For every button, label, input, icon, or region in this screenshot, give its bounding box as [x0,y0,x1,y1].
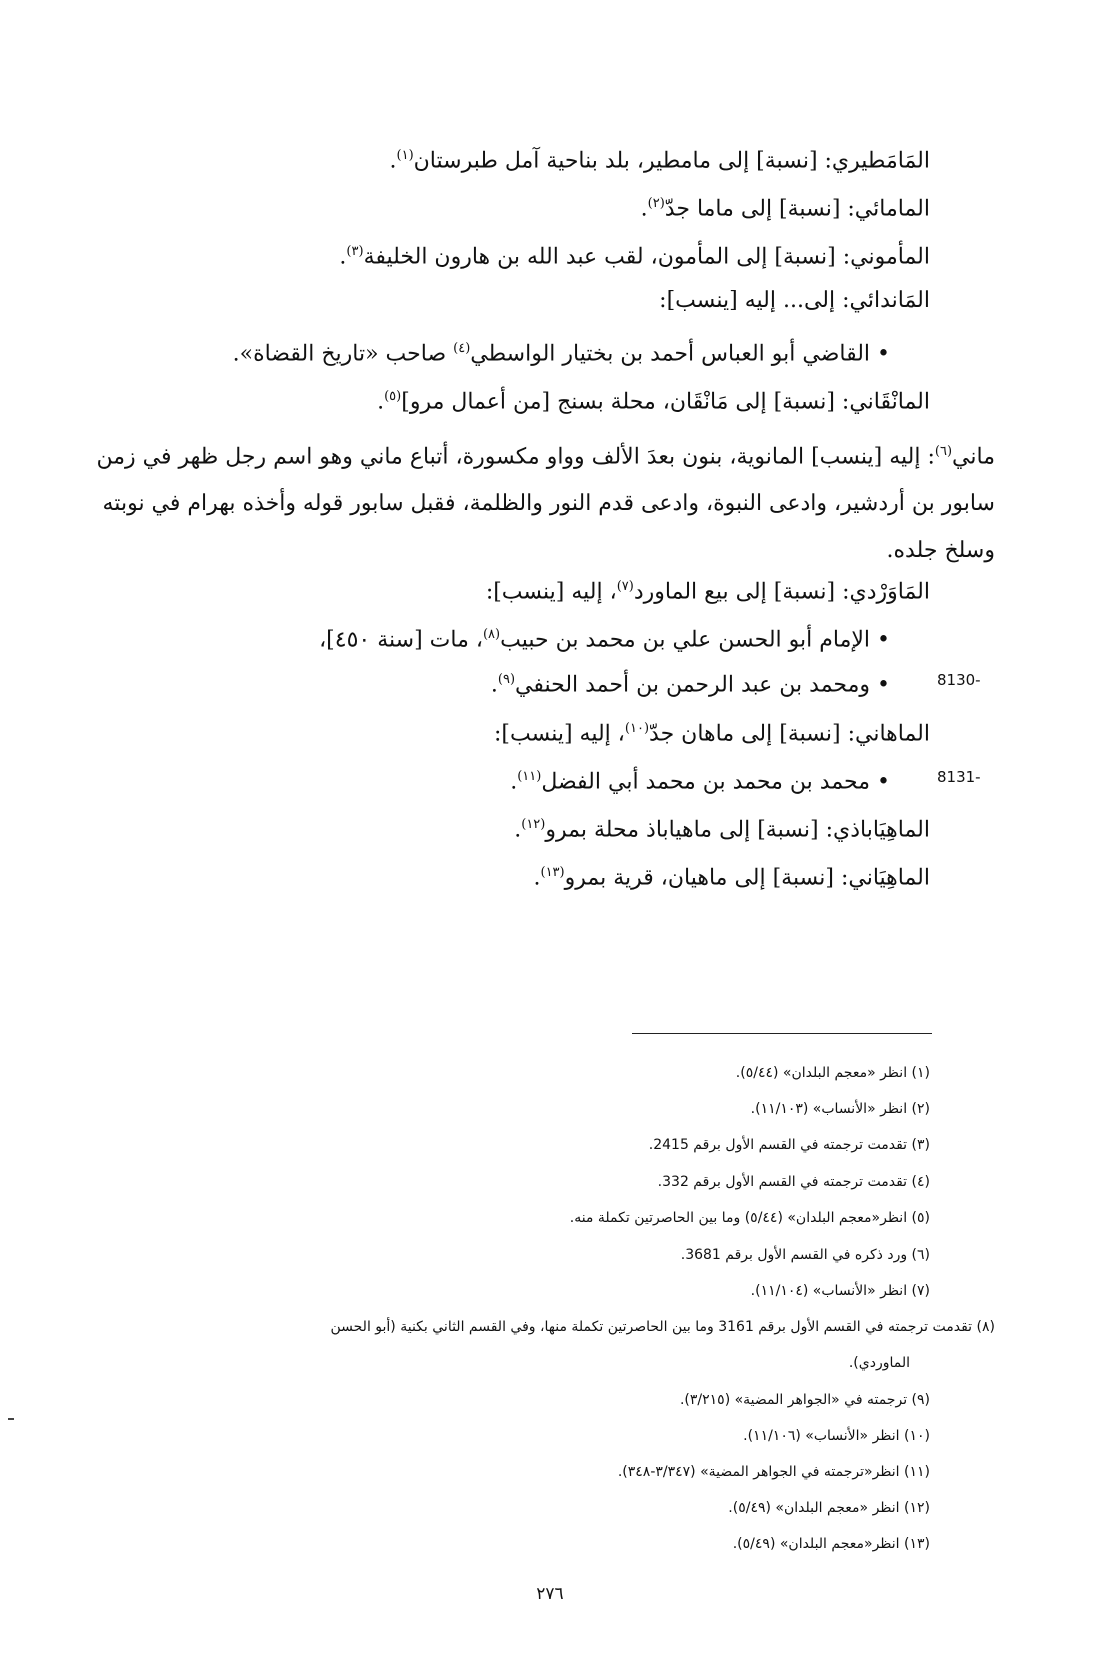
entry-text-end: صاحب «تاريخ القضاة». [232,341,454,367]
entry-text-end: ، إليه [ينسب]: [485,579,617,605]
entry-mani [95,428,995,574]
person-muhammad-hanafi [491,663,890,702]
person-abu-hasan-ali [319,618,890,657]
entry-text: المامائي: [نسبة] إلى ماما جدّ [664,196,930,222]
footnote-ref[interactable]: (٧) [616,579,634,594]
entry-text-end: . [377,389,385,415]
footnote-9: (٩) ترجمته في «الجواهر المضية» (٣/٢١٥). [679,1392,930,1408]
entry-text-end: . [389,148,397,174]
entry-text: ماني [952,444,995,470]
entry-text: الماهِيَاني: [نسبة] إلى ماهيان، قرية بمرو [564,865,930,891]
entry-mahiyabadhi [514,808,930,847]
person-qadi-abu-abbas [233,332,890,371]
footnote-8: (٨) تقدمت ترجمته في القسم الأول برقم 3161 وما بين الحاصرتين تكملة منها، وفي القسم الثاني بكنية (أبو الحسن [330,1319,995,1335]
entry-text-end: . [640,196,648,222]
footnote-ref[interactable]: (٣) [346,244,364,259]
footnote-1: (١) انظر «معجم البلدان» (٥/٤٤). [735,1065,930,1081]
footnote-ref[interactable]: (١٢) [521,817,546,832]
entry-text: المَاندائي: إلى... إليه [ينسب]: [659,288,930,313]
footnote-separator [632,1033,932,1034]
footnote-7: (٧) انظر «الأنساب» (١١/١٠٤). [750,1283,930,1299]
entry-mahiyani [533,856,930,895]
entry-text: • الإمام أبو الحسن علي بن محمد بن حبيب [500,627,890,653]
entry-text-end: ، مات [سنة ٤٥٠]، [319,627,483,653]
footnote-6: (٦) ورد ذكره في القسم الأول برقم 3681. [680,1247,930,1263]
entry-number: 8131- [937,768,981,786]
footnote-3: (٣) تقدمت ترجمته في القسم الأول برقم 2415. [648,1137,930,1153]
entry-mamatiri [390,139,931,178]
footnote-ref[interactable]: (٢) [647,196,665,211]
footnote-ref[interactable]: (٤) [453,341,471,356]
entry-text-end: ، إليه [ينسب]: [493,721,625,747]
entry-text-end: . [510,769,518,795]
entry-text-end: . [514,817,522,843]
footnote-ref[interactable]: (٨) [482,627,501,642]
entry-number: 8130- [937,671,981,689]
entry-text: المانْقَاني: [نسبة] إلى مَانْقَان، محلة بسنج [من أعمال مرو] [401,389,930,415]
footnote-10: (١٠) انظر «الأنساب» (١١/١٠٦). [743,1428,930,1444]
footnote-ref[interactable]: (١٣) [540,865,565,880]
entry-mawardi [486,570,930,609]
footnote-5: (٥) انظر«معجم البلدان» (٥/٤٤) وما بين الحاصرتين تكملة منه. [569,1210,930,1226]
footnote-ref[interactable]: (٦) [934,444,953,459]
entry-mamai [641,187,930,226]
entry-text-end: . [339,244,347,270]
entry-text: المأموني: [نسبة] إلى المأمون، لقب عبد الله بن هارون الخليفة [363,244,930,270]
entry-mahani [494,712,930,751]
margin-mark [8,1418,14,1420]
page-number: ٢٧٦ [536,1584,564,1604]
footnote-ref[interactable]: (١) [396,148,414,163]
footnote-8-continued: الماوردي). [848,1355,910,1371]
entry-text: • القاضي أبو العباس أحمد بن بختيار الواسطي [470,341,890,367]
entry-text: المَامَطيري: [نسبة] إلى مامطير، بلد بناحية آمل طبرستان [413,148,930,174]
footnote-ref[interactable]: (٥) [384,389,402,404]
footnote-11: (١١) انظر«ترجمته في الجواهر المضية» (٣/٣٤٧-٣٤٨). [617,1464,930,1480]
entry-text: المَاوَرْدي: [نسبة] إلى بيع الماورد [633,579,930,605]
entry-text-end: . [533,865,541,891]
footnote-ref[interactable]: (١١) [517,769,542,784]
entry-text-end: . [490,672,498,698]
entry-mandai [659,284,930,318]
entry-mamuni [339,235,930,274]
person-muhammad-abi-fadl [510,760,890,799]
entry-text: الماهِيَاباذي: [نسبة] إلى ماهياباذ محلة بمرو [545,817,930,843]
entry-manqani [377,380,930,419]
footnote-4: (٤) تقدمت ترجمته في القسم الأول برقم 332. [657,1174,930,1190]
footnote-ref[interactable]: (١٠) [624,721,650,736]
entry-text-end: : إليه [ينسب] المانوية، بنون بعدَ الألف وواو مكسورة، أتباع ماني وهو اسم رجل ظهر في زمن سابور بن أردشير، وادعى النبوة، وادعى قدم النور والظلمة، فقبل سابور قوله وأخذه بهرام في نوبته وسلخ جلده. [96,444,995,564]
entry-text: الماهاني: [نسبة] إلى ماهان جدّ [649,721,930,747]
footnote-13: (١٣) انظر«معجم البلدان» (٥/٤٩). [732,1536,930,1552]
entry-text: • محمد بن محمد بن محمد أبي الفضل [541,769,890,795]
footnote-2: (٢) انظر «الأنساب» (١١/١٠٣). [750,1101,930,1117]
entry-text: • ومحمد بن عبد الرحمن بن أحمد الحنفي [515,672,890,698]
footnote-12: (١٢) انظر «معجم البلدان» (٥/٤٩). [728,1500,930,1516]
footnote-ref[interactable]: (٩) [497,672,516,687]
